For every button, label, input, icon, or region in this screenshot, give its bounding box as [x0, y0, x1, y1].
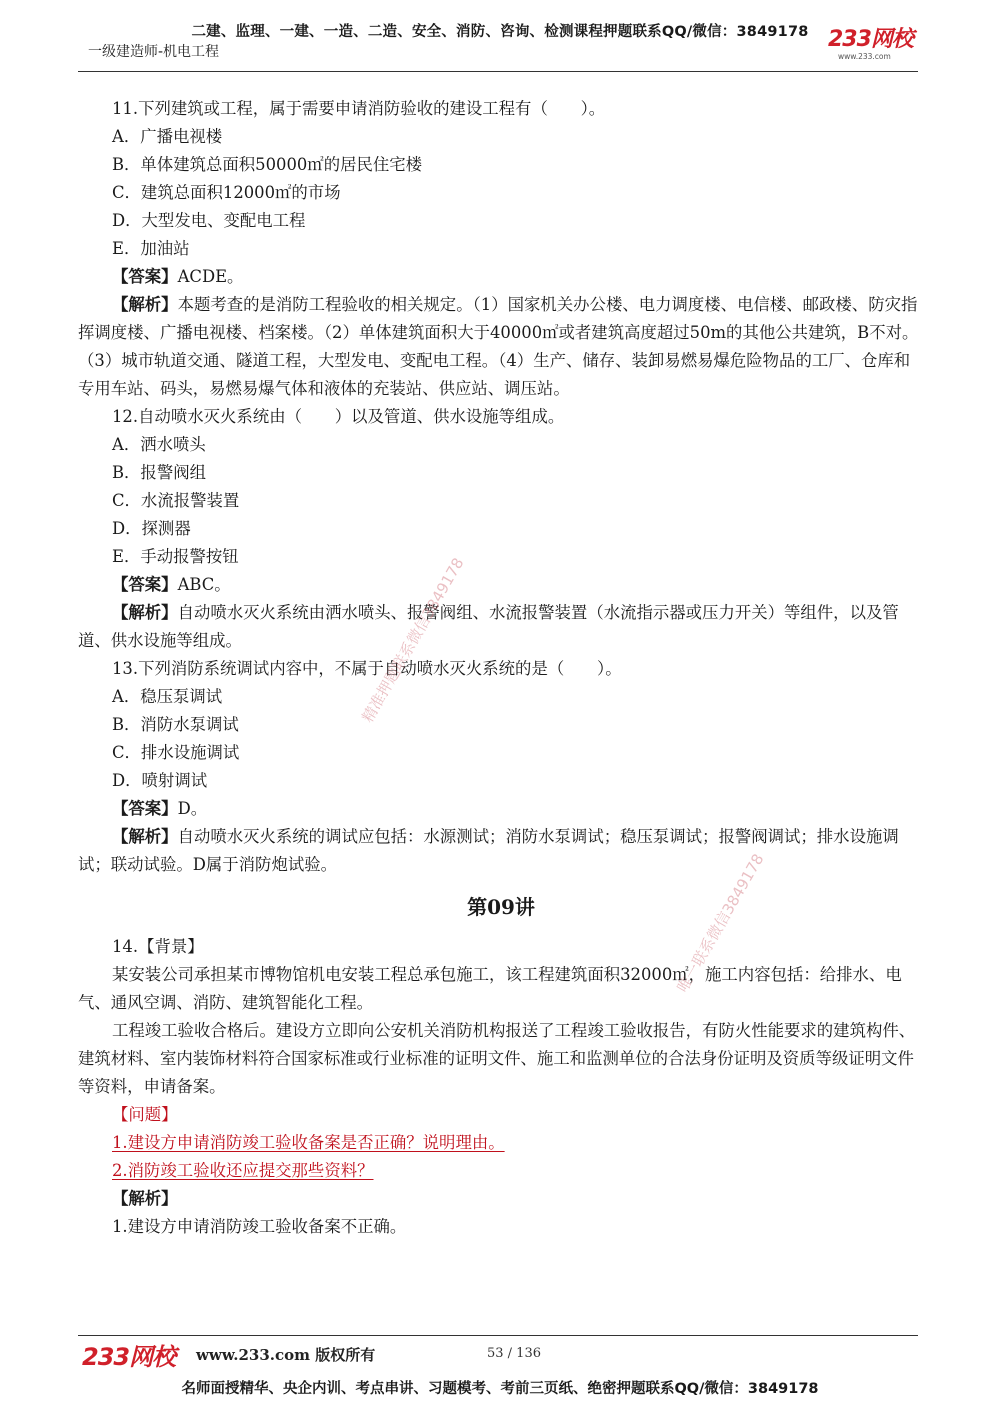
analysis-text: 本题考查的是消防工程验收的相关规定。（1）国家机关办公楼、电力调度楼、电信楼、邮政楼、防灾指挥调度楼、广播电视楼、档案楼。（2）单体建筑面积大于40000㎡或者建筑高度超过50m的其他公共建筑，B不对。（3）城市轨道交通、隧道工程，大型发电、变配电工程。（4）生产、储存、装卸易燃易爆危险物品的工厂、仓库和专用车站、码头，易燃易爆气体和液体的充装站、供应站、调压站。: [78, 295, 919, 398]
question-stem: 11.下列建筑或工程，属于需要申请消防验收的建设工程有（ ）。: [112, 99, 606, 118]
watermark: 唯一联系微信3849178: [673, 850, 768, 996]
answer-value: ACDE。: [177, 267, 244, 286]
analysis-tag: 【解析】: [112, 295, 178, 314]
question-stem: 12.自动喷水灭火系统由（ ）以及管道、供水设施等组成。: [112, 407, 565, 426]
answer-option: C．水流报警装置: [112, 491, 240, 510]
question-stem: 13.下列消防系统调试内容中，不属于自动喷水灭火系统的是（ ）。: [112, 659, 622, 678]
analysis-paragraph: [78, 291, 924, 403]
header-promo: 二建、监理、一建、一造、二造、安全、消防、咨询、检测课程押题联系QQ/微信：3849178: [191, 24, 809, 40]
answer-line: [78, 571, 924, 599]
answer-option: A．广播电视楼: [112, 127, 223, 146]
answer-option: E．手动报警按钮: [112, 547, 239, 566]
brand-logo[interactable]: [828, 28, 924, 64]
background-tag: 【背景】: [138, 937, 204, 956]
brand-logo-text: 233网校: [828, 27, 913, 52]
header-divider: [78, 71, 918, 72]
footer-promo: 名师面授精华、央企内训、考点串讲、习题模考、考前三页纸、绝密押题联系QQ/微信：3849178: [181, 1381, 819, 1397]
background-paragraph: 工程竣工验收合格后。建设方立即向公安机关消防机构报送了工程竣工验收报告，有防火性能要求的建筑构件、建筑材料、室内装饰材料符合国家标准或行业标准的证明文件、施工和监测单位的合法身份证明及资质等级证明文件等资料，申请备案。: [78, 1021, 916, 1096]
case-question: 1.建设方申请消防竣工验收备案是否正确？说明理由。: [112, 1133, 505, 1152]
analysis-text: 1.建设方申请消防竣工验收备案不正确。: [112, 1217, 407, 1236]
case-question: 2.消防竣工验收还应提交那些资料？: [112, 1161, 374, 1180]
watermark: 精准押题联系微信3849178: [358, 554, 468, 726]
footer-copyright: www.233.com 版权所有: [196, 1346, 376, 1364]
answer-line: [78, 795, 924, 823]
answer-tag: 【答案】: [112, 267, 178, 286]
analysis-paragraph: [78, 823, 924, 879]
analysis-tag: 【解析】: [112, 603, 178, 622]
answer-option: D．大型发电、变配电工程: [112, 211, 306, 230]
answer-option: E．加油站: [112, 239, 190, 258]
answer-option: A．稳压泵调试: [112, 687, 223, 706]
analysis-tag: 【解析】: [112, 827, 178, 846]
case-heading: [78, 933, 924, 961]
page-content: [78, 95, 924, 1241]
answer-tag: 【答案】: [112, 575, 178, 594]
answer-option: A．洒水喷头: [112, 435, 206, 454]
analysis-tag: 【解析】: [112, 1189, 178, 1208]
answer-option: C．建筑总面积12000㎡的市场: [112, 183, 341, 202]
footer-divider: [78, 1335, 918, 1336]
answer-value: D。: [177, 799, 208, 818]
answer-tag: 【答案】: [112, 799, 178, 818]
question-tag: 【问题】: [112, 1105, 178, 1124]
answer-line: [78, 263, 924, 291]
page-number: 53 / 136: [487, 1346, 541, 1361]
analysis-paragraph: [78, 599, 924, 655]
analysis-text: 自动喷水灭火系统由洒水喷头、报警阀组、水流报警装置（水流指示器或压力开关）等组件，以及管道、供水设施等组成。: [78, 603, 899, 650]
background-paragraph: 某安装公司承担某市博物馆机电安装工程总承包施工，该工程建筑面积32000㎡，施工内容包括：给排水、电气、通风空调、消防、建筑智能化工程。: [78, 965, 902, 1012]
answer-option: B．报警阀组: [112, 463, 206, 482]
answer-option: D．喷射调试: [112, 771, 208, 790]
answer-option: D．探测器: [112, 519, 191, 538]
analysis-text: 自动喷水灭火系统的调试应包括：水源测试；消防水泵调试；稳压泵调试；报警阀调试；排水设施调试；联动试验。D属于消防炮试验。: [78, 827, 899, 874]
footer-logo[interactable]: 233网校: [82, 1343, 176, 1371]
brand-logo-url: www.233.com: [838, 52, 891, 61]
answer-option: B．单体建筑总面积50000㎡的居民住宅楼: [112, 155, 423, 174]
case-number: 14.: [112, 937, 139, 956]
course-title: 一级建造师-机电工程: [88, 44, 220, 60]
answer-option: B．消防水泵调试: [112, 715, 239, 734]
lecture-title: 第09讲: [467, 895, 535, 919]
answer-value: ABC。: [177, 575, 231, 594]
answer-option: C．排水设施调试: [112, 743, 240, 762]
